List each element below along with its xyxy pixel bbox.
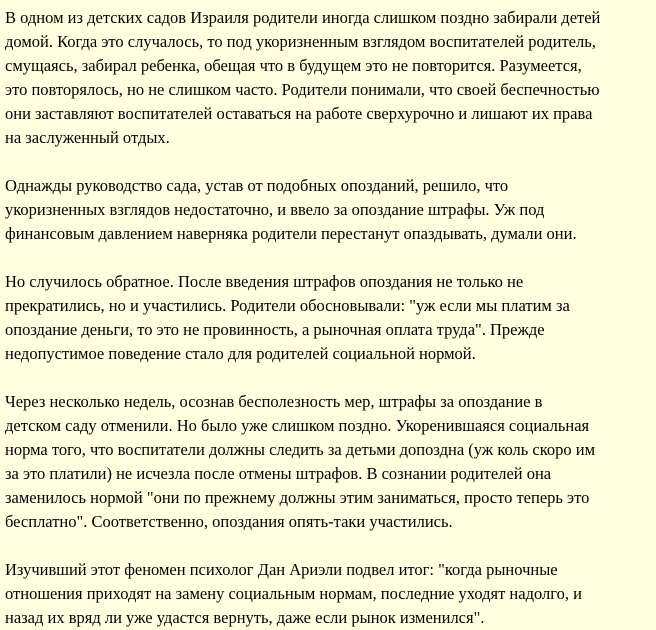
text-line: домой. Когда это случалось, то под укоризненным взглядом воспитателей родитель, bbox=[5, 32, 596, 51]
paragraph-1 bbox=[5, 6, 652, 150]
text-line: за это платили) не исчезла после отмены штрафов. В сознании родителей она bbox=[5, 464, 552, 483]
text-line: недопустимое поведение стало для родителей социальной нормой. bbox=[5, 344, 476, 363]
paragraph-3 bbox=[5, 270, 652, 366]
text-line: укоризненных взглядов недостаточно, и ввело за опоздание штрафы. Уж под bbox=[5, 200, 545, 219]
text-line: опоздание деньги, то это не провинность, а рыночная оплата труда". Прежде bbox=[5, 320, 545, 339]
text-line: назад их вряд ли уже удастся вернуть, даже если рынок изменился". bbox=[5, 608, 485, 627]
text-line: В одном из детских садов Израиля родители иногда слишком поздно забирали детей bbox=[5, 8, 601, 27]
text-line: смущаясь, забирал ребенка, обещая что в будущем это не повторится. Разумеется, bbox=[5, 56, 582, 75]
text-line: Однажды руководство сада, устав от подобных опозданий, решило, что bbox=[5, 176, 509, 195]
paragraph-5 bbox=[5, 558, 652, 630]
paragraph-4 bbox=[5, 390, 652, 534]
text-line: Изучивший этот феномен психолог Дан Ариэли подвел итог: "когда рыночные bbox=[5, 560, 558, 579]
text-line: бесплатно". Соответственно, опоздания опять-таки участились. bbox=[5, 512, 453, 531]
text-line: заменилось нормой "они по прежнему должны этим заниматься, просто теперь это bbox=[5, 488, 590, 507]
text-line: отношения приходят на замену социальным нормам, последние уходят надолго, и bbox=[5, 584, 582, 603]
text-line: финансовым давлением наверняка родители перестанут опаздывать, думали они. bbox=[5, 224, 577, 243]
text-line: это повторялось, но не слишком часто. Родители понимали, что своей беспечностью bbox=[5, 80, 600, 99]
text-line: прекратились, но и участились. Родители обосновывали: "уж если мы платим за bbox=[5, 296, 570, 315]
text-line: они заставляют воспитателей оставаться на работе сверхурочно и лишают их права bbox=[5, 104, 593, 123]
text-line: норма того, что воспитатели должны следить за детьми допоздна (уж коль скоро им bbox=[5, 440, 596, 459]
text-line: Через несколько недель, осознав бесполезность мер, штрафы за опоздание в bbox=[5, 392, 543, 411]
text-line: на заслуженный отдых. bbox=[5, 128, 170, 147]
text-line: детском саду отменили. Но было уже слишком поздно. Укоренившаяся социальная bbox=[5, 416, 590, 435]
paragraph-2 bbox=[5, 174, 652, 246]
text-line: Но случилось обратное. После введения штрафов опоздания не только не bbox=[5, 272, 524, 291]
